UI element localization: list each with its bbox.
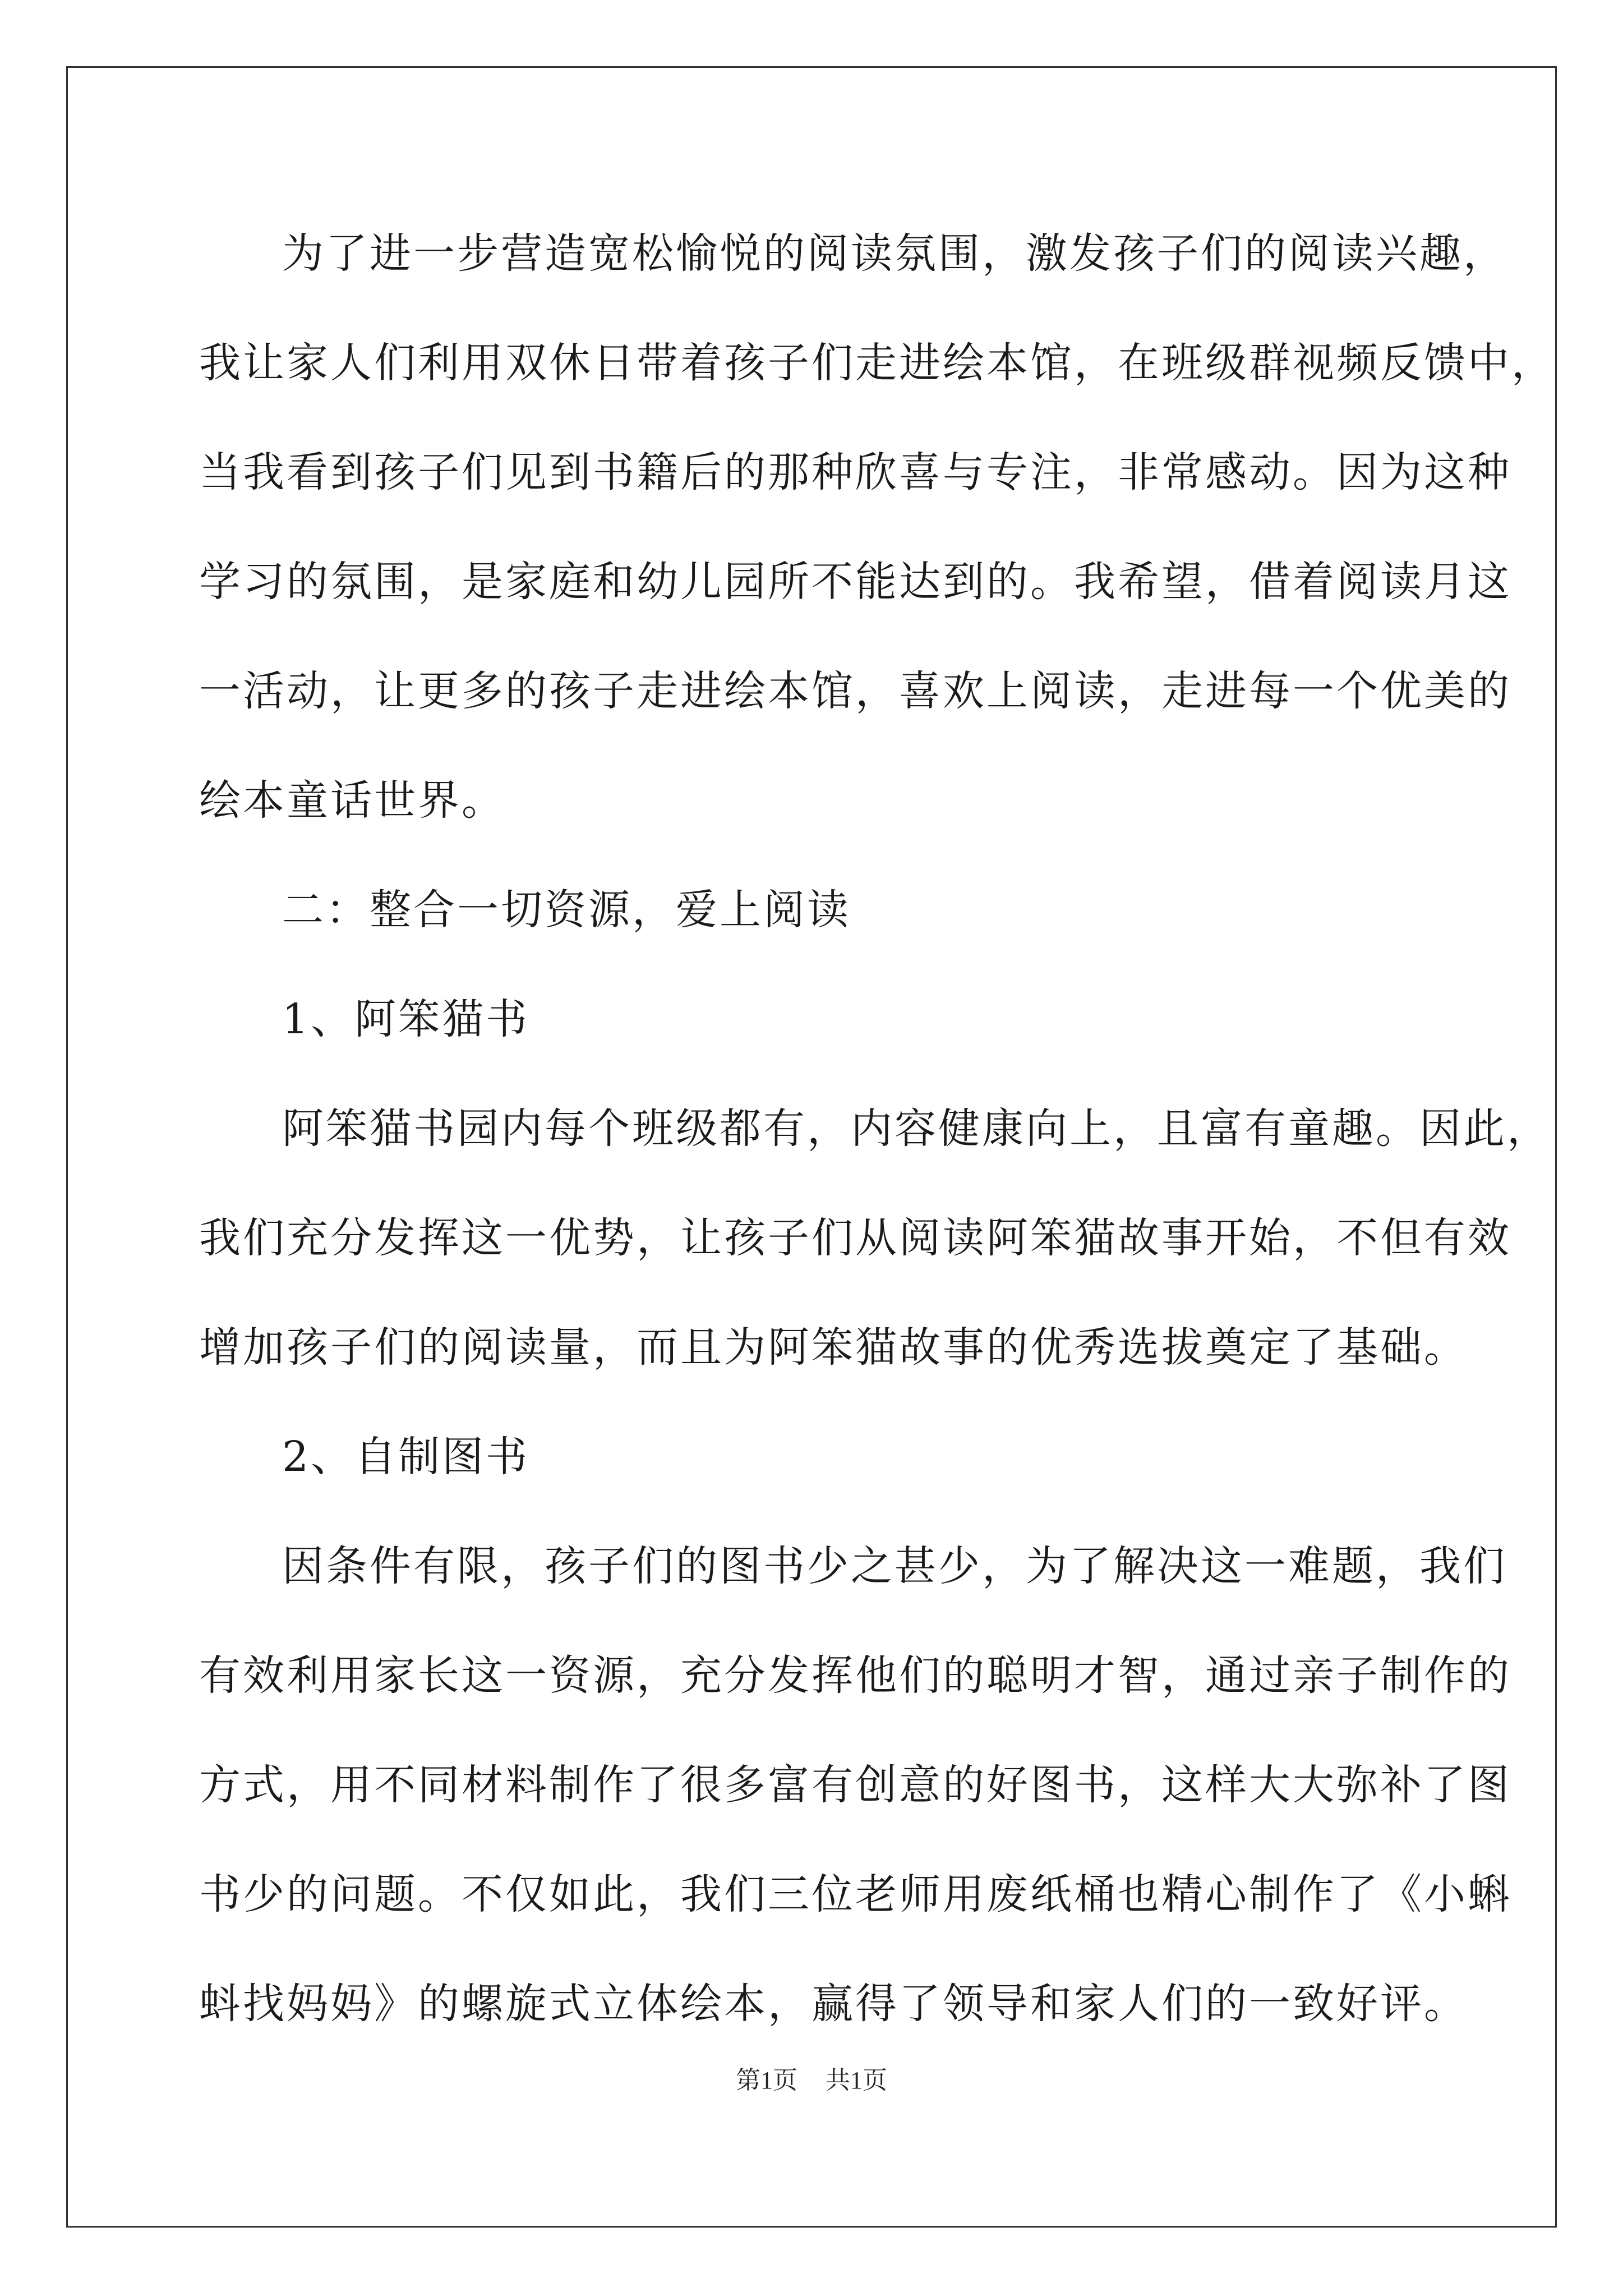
section-heading: 二：整合一切资源，爱上阅读 [282,886,851,934]
paragraph-line: 一活动，让更多的孩子走进绘本馆，喜欢上阅读，走进每一个优美的 [199,667,1511,715]
page-total: 共1页 [826,2067,887,2094]
paragraph-line: 学习的氛围，是家庭和幼儿园所不能达到的。我希望，借着阅读月这 [199,558,1511,606]
paragraph-line: 绘本童话世界。 [199,776,505,825]
paragraph-line: 有效利用家长这一资源，充分发挥他们的聪明才智，通过亲子制作的 [199,1651,1511,1700]
subsection-heading: 1、阿笨猫书 [282,995,530,1043]
paragraph-line: 我让家人们利用双休日带着孩子们走进绘本馆，在班级群视频反馈中， [199,339,1555,387]
paragraph-line: 当我看到孩子们见到书籍后的那种欣喜与专注，非常感动。因为这种 [199,448,1511,496]
page-footer [0,2060,1623,2096]
paragraph-line: 方式，用不同材料制作了很多富有创意的好图书，这样大大弥补了图 [199,1761,1511,1809]
paragraph-line: 阿笨猫书园内每个班级都有，内容健康向上，且富有童趣。因此， [282,1105,1551,1153]
page-number: 第1页 [736,2067,797,2094]
paragraph-line: 书少的问题。不仅如此，我们三位老师用废纸桶也精心制作了《小蝌 [199,1870,1511,1918]
paragraph-line: 因条件有限，孩子们的图书少之甚少，为了解决这一难题，我们 [282,1542,1507,1590]
subsection-heading: 2、自制图书 [282,1433,530,1481]
paragraph-line: 为了进一步营造宽松愉悦的阅读氛围，激发孩子们的阅读兴趣， [282,229,1507,278]
paragraph-line: 增加孩子们的阅读量，而且为阿笨猫故事的优秀选拔奠定了基础。 [199,1323,1468,1372]
document-body [199,199,1555,2059]
paragraph-line: 蚪找妈妈》的螺旋式立体绘本，赢得了领导和家人们的一致好评。 [199,1980,1468,2028]
paragraph-line: 我们充分发挥这一优势，让孩子们从阅读阿笨猫故事开始，不但有效 [199,1214,1511,1262]
